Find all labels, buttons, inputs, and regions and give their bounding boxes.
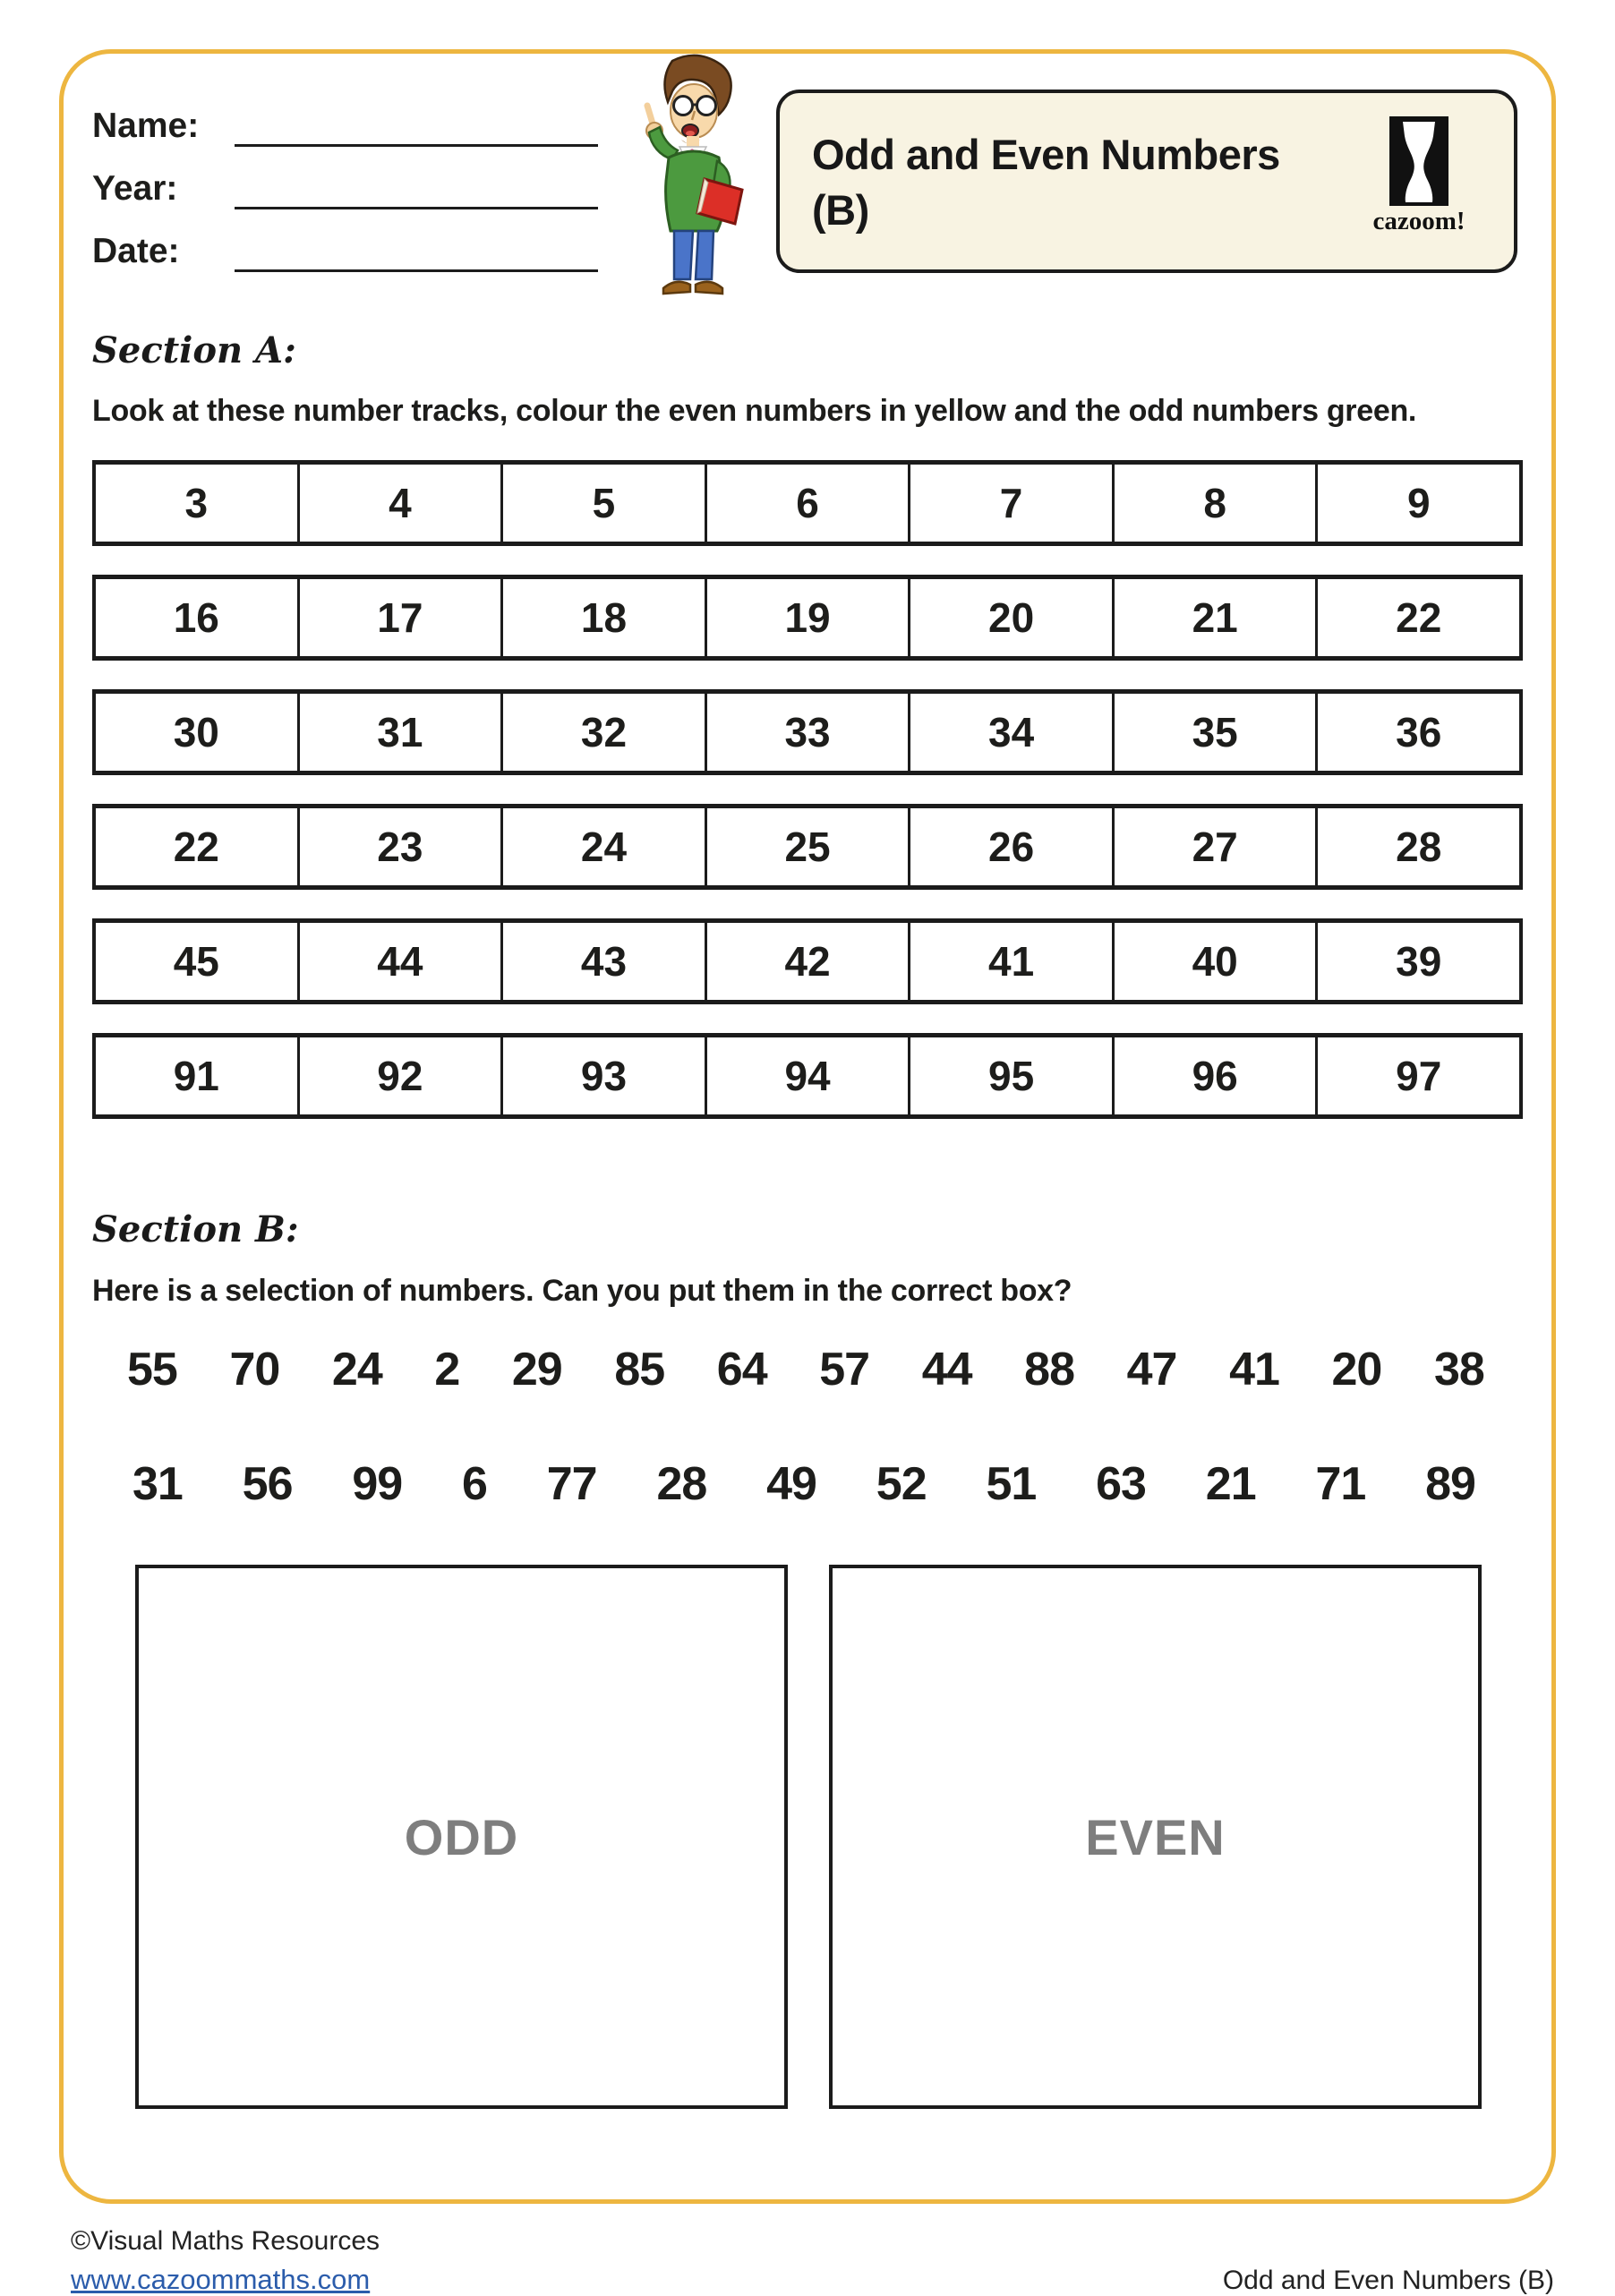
worksheet-name-footer: Odd and Even Numbers (B) bbox=[1222, 2266, 1554, 2295]
loose-numbers-row-2 bbox=[132, 1457, 1475, 1511]
track-cell[interactable]: 36 bbox=[1396, 709, 1442, 755]
track-cell[interactable]: 91 bbox=[96, 1037, 300, 1114]
loose-number[interactable]: 6 bbox=[462, 1458, 487, 1510]
number-track bbox=[92, 460, 1523, 546]
loose-number[interactable]: 38 bbox=[1433, 1344, 1484, 1396]
loose-number[interactable]: 64 bbox=[716, 1344, 767, 1396]
loose-number[interactable]: 89 bbox=[1425, 1458, 1475, 1510]
track-cell[interactable]: 39 bbox=[1396, 938, 1442, 985]
track-cell[interactable]: 9 bbox=[1406, 480, 1431, 526]
track-cell[interactable]: 31 bbox=[300, 694, 504, 771]
number-track bbox=[92, 1033, 1523, 1119]
track-cell[interactable]: 94 bbox=[707, 1037, 911, 1114]
loose-numbers-row-1 bbox=[127, 1343, 1484, 1396]
year-input-line[interactable] bbox=[235, 160, 598, 209]
number-track bbox=[92, 575, 1523, 661]
track-cell[interactable]: 30 bbox=[96, 694, 300, 771]
loose-number[interactable]: 71 bbox=[1315, 1458, 1366, 1510]
track-cell[interactable]: 96 bbox=[1115, 1037, 1319, 1114]
loose-number[interactable]: 51 bbox=[986, 1458, 1037, 1510]
date-field bbox=[92, 226, 598, 272]
track-cell[interactable]: 6 bbox=[707, 465, 911, 542]
track-cell[interactable]: 20 bbox=[910, 579, 1115, 656]
worksheet-title-box bbox=[776, 90, 1517, 273]
loose-number[interactable]: 56 bbox=[242, 1458, 293, 1510]
number-track bbox=[92, 918, 1523, 1004]
track-cell[interactable]: 18 bbox=[503, 579, 707, 656]
section-b-instruction: Here is a selection of numbers. Can you put them in the correct box? bbox=[92, 1274, 1072, 1308]
track-cell[interactable]: 28 bbox=[1396, 824, 1442, 870]
track-cell[interactable]: 21 bbox=[1115, 579, 1319, 656]
number-tracks bbox=[92, 460, 1523, 1148]
name-input-line[interactable] bbox=[235, 98, 598, 147]
track-cell[interactable]: 41 bbox=[910, 923, 1115, 1000]
track-cell[interactable]: 27 bbox=[1115, 808, 1319, 885]
loose-number[interactable]: 44 bbox=[921, 1344, 972, 1396]
track-cell[interactable]: 3 bbox=[96, 465, 300, 542]
even-box-label: EVEN bbox=[1085, 1808, 1226, 1865]
cazoom-logo-icon bbox=[1389, 116, 1448, 206]
name-label: Name: bbox=[92, 107, 200, 145]
loose-number[interactable]: 70 bbox=[229, 1344, 280, 1396]
cazoom-logo-text: cazoom! bbox=[1372, 207, 1465, 235]
track-cell[interactable]: 32 bbox=[503, 694, 707, 771]
track-cell[interactable]: 40 bbox=[1115, 923, 1319, 1000]
website-link[interactable]: www.cazoommaths.com bbox=[71, 2264, 371, 2295]
cazoom-logo bbox=[1356, 116, 1482, 236]
section-b-heading: Section B: bbox=[92, 1208, 299, 1250]
track-cell[interactable]: 42 bbox=[707, 923, 911, 1000]
loose-number[interactable]: 55 bbox=[127, 1344, 177, 1396]
year-field bbox=[92, 163, 598, 209]
loose-number[interactable]: 57 bbox=[819, 1344, 870, 1396]
track-cell[interactable]: 5 bbox=[503, 465, 707, 542]
number-track bbox=[92, 689, 1523, 775]
loose-number[interactable]: 20 bbox=[1331, 1344, 1382, 1396]
track-cell[interactable]: 26 bbox=[910, 808, 1115, 885]
loose-number[interactable]: 24 bbox=[331, 1344, 382, 1396]
track-cell[interactable]: 25 bbox=[707, 808, 911, 885]
track-cell[interactable]: 22 bbox=[1396, 594, 1442, 641]
track-cell[interactable]: 43 bbox=[503, 923, 707, 1000]
section-a-heading: Section A: bbox=[92, 329, 296, 371]
worksheet-title: Odd and Even Numbers (B) bbox=[812, 131, 1280, 234]
track-cell[interactable]: 24 bbox=[503, 808, 707, 885]
year-label: Year: bbox=[92, 169, 178, 208]
track-cell[interactable]: 7 bbox=[910, 465, 1115, 542]
number-track bbox=[92, 804, 1523, 890]
track-cell[interactable]: 97 bbox=[1396, 1053, 1442, 1099]
track-cell[interactable]: 92 bbox=[300, 1037, 504, 1114]
loose-number[interactable]: 41 bbox=[1229, 1344, 1279, 1396]
track-cell[interactable]: 34 bbox=[910, 694, 1115, 771]
loose-number[interactable]: 49 bbox=[766, 1458, 816, 1510]
teacher-illustration bbox=[622, 54, 769, 303]
loose-number[interactable]: 28 bbox=[656, 1458, 707, 1510]
loose-number[interactable]: 99 bbox=[352, 1458, 403, 1510]
track-cell[interactable]: 4 bbox=[300, 465, 504, 542]
loose-number[interactable]: 52 bbox=[876, 1458, 927, 1510]
track-cell[interactable]: 22 bbox=[96, 808, 300, 885]
odd-box-label: ODD bbox=[404, 1808, 519, 1865]
date-input-line[interactable] bbox=[235, 223, 598, 272]
loose-number[interactable]: 88 bbox=[1024, 1344, 1074, 1396]
copyright-text: ©Visual Maths Resources bbox=[71, 2226, 380, 2256]
loose-number[interactable]: 47 bbox=[1126, 1344, 1177, 1396]
track-cell[interactable]: 95 bbox=[910, 1037, 1115, 1114]
track-cell[interactable]: 19 bbox=[707, 579, 911, 656]
track-cell[interactable]: 33 bbox=[707, 694, 911, 771]
track-cell[interactable]: 17 bbox=[300, 579, 504, 656]
loose-number[interactable]: 63 bbox=[1096, 1458, 1146, 1510]
loose-number[interactable]: 85 bbox=[614, 1344, 665, 1396]
date-label: Date: bbox=[92, 232, 180, 270]
track-cell[interactable]: 44 bbox=[300, 923, 504, 1000]
track-cell[interactable]: 8 bbox=[1115, 465, 1319, 542]
odd-box[interactable] bbox=[135, 1565, 788, 2109]
loose-number[interactable]: 29 bbox=[511, 1344, 562, 1396]
name-field bbox=[92, 100, 598, 147]
section-a-instruction: Look at these number tracks, colour the even numbers in yellow and the odd numbers green. bbox=[92, 394, 1417, 428]
even-box[interactable] bbox=[829, 1565, 1482, 2109]
track-cell[interactable]: 93 bbox=[503, 1037, 707, 1114]
track-cell[interactable]: 23 bbox=[300, 808, 504, 885]
loose-number[interactable]: 31 bbox=[132, 1458, 183, 1510]
track-cell[interactable]: 45 bbox=[96, 923, 300, 1000]
loose-number[interactable]: 77 bbox=[546, 1458, 597, 1510]
loose-number[interactable]: 21 bbox=[1205, 1458, 1256, 1510]
track-cell[interactable]: 16 bbox=[96, 579, 300, 656]
loose-number[interactable]: 2 bbox=[434, 1344, 460, 1396]
track-cell[interactable]: 35 bbox=[1115, 694, 1319, 771]
